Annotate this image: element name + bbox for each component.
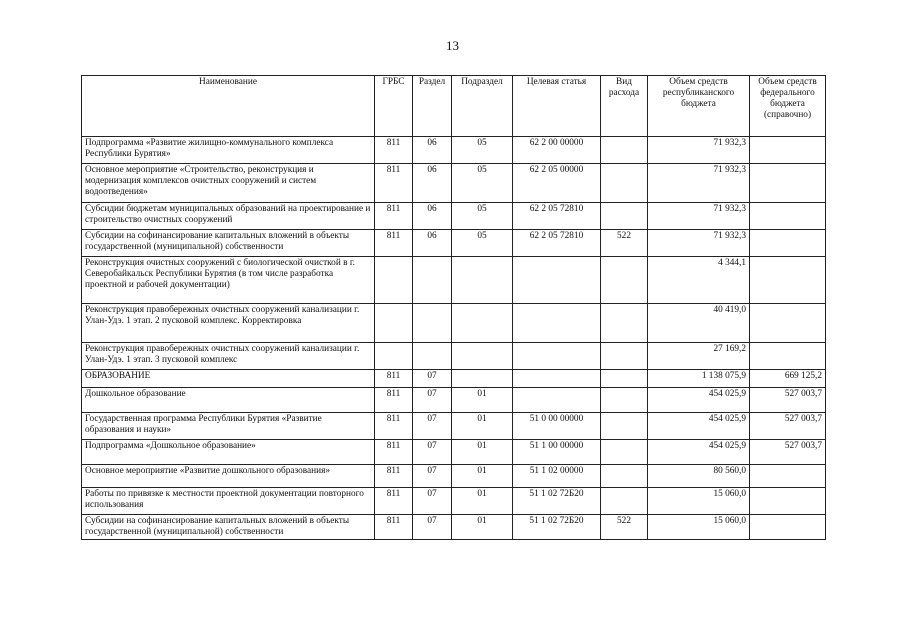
table-cell-subsection: 01 — [452, 440, 513, 465]
table-cell-subsection: 01 — [452, 413, 513, 440]
table-cell-subsection — [452, 370, 513, 388]
budget-table — [81, 75, 826, 540]
table-cell-grbs: 811 — [375, 465, 413, 488]
table-cell-grbs: 811 — [375, 137, 413, 164]
table-cell-federal-budget — [750, 304, 826, 343]
table-cell-name: Государственная программа Республики Бурятия «Развитие образования и науки» — [82, 413, 375, 440]
table-cell-expense-type — [601, 343, 648, 370]
table-cell-federal-budget — [750, 257, 826, 304]
table-cell-grbs — [375, 257, 413, 304]
table-row — [82, 370, 826, 388]
table-cell-subsection: 01 — [452, 465, 513, 488]
table-cell-expense-type — [601, 164, 648, 203]
table-cell-subsection: 05 — [452, 137, 513, 164]
table-row — [82, 440, 826, 465]
table-cell-target — [513, 257, 601, 304]
table-cell-grbs — [375, 304, 413, 343]
table-cell-subsection — [452, 257, 513, 304]
table-cell-section: 06 — [413, 137, 452, 164]
table-cell-grbs: 811 — [375, 440, 413, 465]
table-cell-subsection: 05 — [452, 230, 513, 257]
table-cell-republic-budget: 454 025,9 — [648, 413, 750, 440]
table-cell-federal-budget — [750, 203, 826, 230]
table-cell-republic-budget: 71 932,3 — [648, 164, 750, 203]
table-cell-target: 62 2 05 00000 — [513, 164, 601, 203]
table-cell-expense-type — [601, 440, 648, 465]
table-cell-name: Подпрограмма «Дошкольное образование» — [82, 440, 375, 465]
table-cell-name: Реконструкция очистных сооружений с биологической очисткой в г. Северобайкальск Республики Бурятия (в том числе разработка проектной и рабочей документации) — [82, 257, 375, 304]
header-target: Целевая статья — [513, 76, 601, 137]
table-cell-republic-budget: 71 932,3 — [648, 230, 750, 257]
table-cell-subsection: 01 — [452, 515, 513, 540]
table-cell-expense-type — [601, 488, 648, 515]
table-cell-republic-budget: 71 932,3 — [648, 137, 750, 164]
table-cell-federal-budget: 527 003,7 — [750, 388, 826, 413]
table-cell-subsection — [452, 304, 513, 343]
table-cell-grbs: 811 — [375, 515, 413, 540]
table-cell-name: Реконструкция правобережных очистных сооружений канализации г. Улан-Удэ. 1 этап. 3 пусковой комплекс — [82, 343, 375, 370]
table-cell-section: 07 — [413, 440, 452, 465]
table-cell-federal-budget: 669 125,2 — [750, 370, 826, 388]
table-cell-republic-budget: 4 344,1 — [648, 257, 750, 304]
table-cell-republic-budget: 1 138 075,9 — [648, 370, 750, 388]
header-name: Наименование — [82, 76, 375, 137]
table-cell-federal-budget — [750, 343, 826, 370]
table-row — [82, 343, 826, 370]
table-cell-subsection — [452, 343, 513, 370]
table-cell-grbs — [375, 343, 413, 370]
table-cell-target — [513, 388, 601, 413]
table-cell-section: 07 — [413, 370, 452, 388]
table-cell-federal-budget — [750, 465, 826, 488]
table-cell-republic-budget: 15 060,0 — [648, 515, 750, 540]
table-cell-target: 62 2 05 72810 — [513, 203, 601, 230]
table-cell-section: 07 — [413, 515, 452, 540]
table-cell-republic-budget: 454 025,9 — [648, 388, 750, 413]
table-cell-expense-type — [601, 203, 648, 230]
table-cell-target: 51 1 02 72Б20 — [513, 488, 601, 515]
table-cell-name: Работы по привязке к местности проектной документации повторного использования — [82, 488, 375, 515]
table-row — [82, 137, 826, 164]
table-cell-subsection: 01 — [452, 388, 513, 413]
table-cell-federal-budget — [750, 137, 826, 164]
table-row — [82, 230, 826, 257]
table-cell-expense-type — [601, 413, 648, 440]
table-cell-section: 07 — [413, 488, 452, 515]
table-row — [82, 388, 826, 413]
table-cell-expense-type — [601, 388, 648, 413]
header-grbs: ГРБС — [375, 76, 413, 137]
table-cell-section: 07 — [413, 388, 452, 413]
table-cell-expense-type: 522 — [601, 230, 648, 257]
table-cell-federal-budget: 527 003,7 — [750, 413, 826, 440]
table-cell-grbs: 811 — [375, 413, 413, 440]
table-cell-grbs: 811 — [375, 388, 413, 413]
table-cell-target: 62 2 05 72810 — [513, 230, 601, 257]
table-cell-section: 06 — [413, 164, 452, 203]
table-cell-section: 07 — [413, 465, 452, 488]
table-cell-target: 51 1 02 00000 — [513, 465, 601, 488]
table-cell-section: 07 — [413, 413, 452, 440]
table-cell-republic-budget: 454 025,9 — [648, 440, 750, 465]
table-cell-federal-budget — [750, 164, 826, 203]
table-cell-subsection: 05 — [452, 203, 513, 230]
table-cell-name: ОБРАЗОВАНИЕ — [82, 370, 375, 388]
page-number: 13 — [446, 38, 459, 53]
table-cell-republic-budget: 15 060,0 — [648, 488, 750, 515]
table-row — [82, 203, 826, 230]
table-cell-target: 51 1 02 72Б20 — [513, 515, 601, 540]
table-cell-section: 06 — [413, 230, 452, 257]
header-expense-type: Вид расхода — [601, 76, 648, 137]
table-cell-name: Субсидии бюджетам муниципальных образований на проектирование и строительство очистных сооружений — [82, 203, 375, 230]
table-cell-name: Субсидии на софинансирование капитальных вложений в объекты государственной (муниципальной) собственности — [82, 515, 375, 540]
table-cell-expense-type — [601, 304, 648, 343]
header-section: Раздел — [413, 76, 452, 137]
table-cell-federal-budget: 527 003,7 — [750, 440, 826, 465]
table-cell-target: 62 2 00 00000 — [513, 137, 601, 164]
table-cell-federal-budget — [750, 230, 826, 257]
table-row — [82, 515, 826, 540]
table-cell-grbs: 811 — [375, 370, 413, 388]
table-cell-republic-budget: 71 932,3 — [648, 203, 750, 230]
table-row — [82, 465, 826, 488]
table-cell-republic-budget: 27 169,2 — [648, 343, 750, 370]
table-cell-expense-type — [601, 465, 648, 488]
table-cell-federal-budget — [750, 515, 826, 540]
table-cell-expense-type: 522 — [601, 515, 648, 540]
table-cell-expense-type — [601, 137, 648, 164]
table-cell-target: 51 0 00 00000 — [513, 413, 601, 440]
table-cell-grbs: 811 — [375, 203, 413, 230]
table-cell-grbs: 811 — [375, 230, 413, 257]
table-row — [82, 413, 826, 440]
table-row — [82, 488, 826, 515]
table-cell-name: Субсидии на софинансирование капитальных вложений в объекты государственной (муниципальной) собственности — [82, 230, 375, 257]
table-cell-section — [413, 343, 452, 370]
table-cell-target — [513, 343, 601, 370]
table-cell-federal-budget — [750, 488, 826, 515]
table-cell-name: Подпрограмма «Развитие жилищно-коммунального комплекса Республики Бурятия» — [82, 137, 375, 164]
table-cell-name: Реконструкция правобережных очистных сооружений канализации г. Улан-Удэ. 1 этап. 2 пусковой комплекс. Корректировка — [82, 304, 375, 343]
table-cell-name: Основное мероприятие «Развитие дошкольного образования» — [82, 465, 375, 488]
table-cell-section: 06 — [413, 203, 452, 230]
header-row — [82, 76, 826, 137]
table-cell-target: 51 1 00 00000 — [513, 440, 601, 465]
table-cell-republic-budget: 80 560,0 — [648, 465, 750, 488]
table-cell-grbs: 811 — [375, 164, 413, 203]
table-cell-republic-budget: 40 419,0 — [648, 304, 750, 343]
header-federal-budget: Объем средств федерального бюджета (справочно) — [750, 76, 826, 137]
table-row — [82, 164, 826, 203]
header-subsection: Подраздел — [452, 76, 513, 137]
table-cell-subsection: 01 — [452, 488, 513, 515]
table-cell-target — [513, 304, 601, 343]
table-cell-target — [513, 370, 601, 388]
table-row — [82, 257, 826, 304]
table-cell-expense-type — [601, 257, 648, 304]
table-row — [82, 304, 826, 343]
table-cell-grbs: 811 — [375, 488, 413, 515]
table-cell-expense-type — [601, 370, 648, 388]
table-cell-name: Дошкольное образование — [82, 388, 375, 413]
table-cell-name: Основное мероприятие «Строительство, реконструкция и модернизация комплексов очистных сооружений и систем водоотведения» — [82, 164, 375, 203]
table-cell-section — [413, 257, 452, 304]
header-republic-budget: Объем средств республиканского бюджета — [648, 76, 750, 137]
table-cell-section — [413, 304, 452, 343]
table-cell-subsection: 05 — [452, 164, 513, 203]
